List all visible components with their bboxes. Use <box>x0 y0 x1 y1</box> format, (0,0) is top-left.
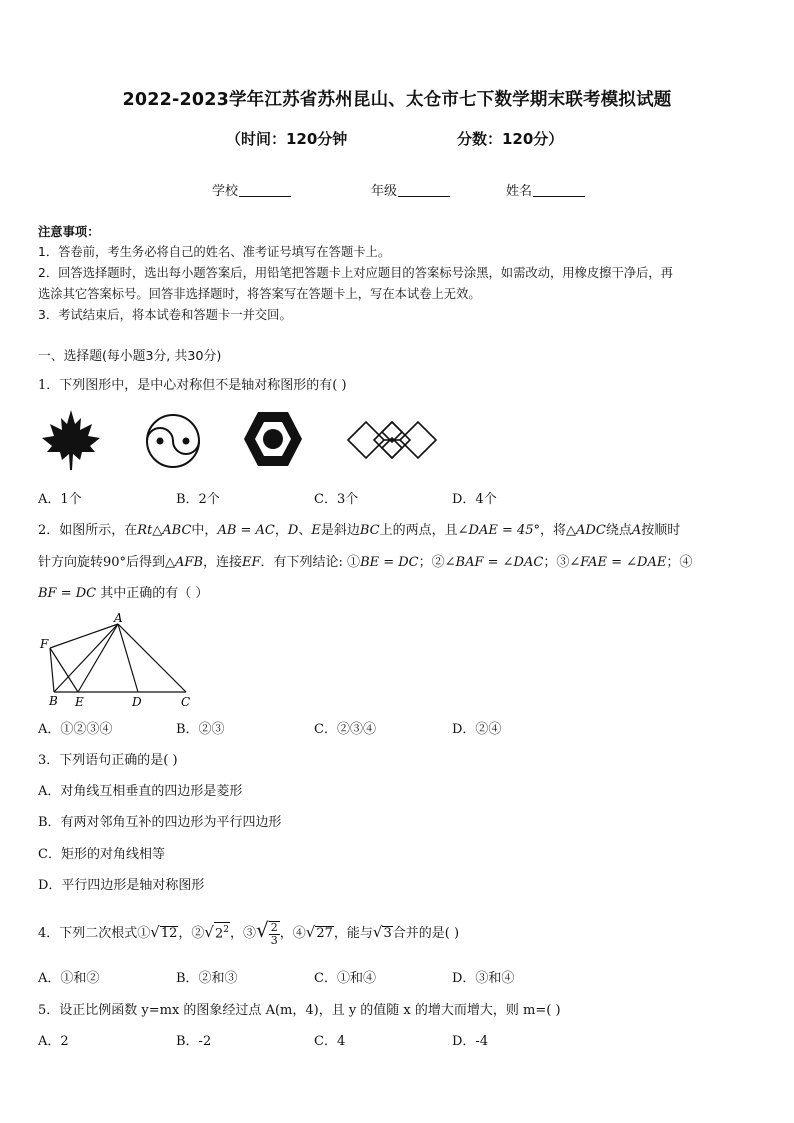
name-blank <box>533 184 585 197</box>
grade-label: 年级 <box>371 184 398 199</box>
q4-option-b: B．②和③ <box>176 971 238 986</box>
section-heading: 一、选择题(每小题3分, 共30分) <box>38 349 222 364</box>
q2-math: AB = AC <box>217 523 275 538</box>
q2-math: BE = DC <box>360 555 419 570</box>
q3-option-d: D．平行四边形是轴对称图形 <box>38 878 205 893</box>
q4-radicand: 3 <box>383 926 392 941</box>
q4-exponent: 2 <box>223 924 229 935</box>
q2-text: 中， <box>191 523 218 538</box>
q4-text: 合并的是( ) <box>392 926 460 941</box>
q2-math: ∠DAE = 45° <box>457 523 541 538</box>
q3-option-c: C．矩形的对角线相等 <box>38 847 165 862</box>
q4-fraction <box>269 921 280 947</box>
notice-item-3: 3．考试结束后，将本试卷和答题卡一并交回。 <box>38 308 292 322</box>
sqrt-symbol: √ <box>256 918 269 942</box>
q2-text: ；④ <box>666 555 693 570</box>
q2-text: 2．如图所示，在 <box>38 523 138 538</box>
sqrt-symbol: √ <box>204 923 214 941</box>
q2-label-f: F <box>40 637 49 651</box>
q4-option-c: C．①和④ <box>314 971 376 986</box>
q1-option-c: C．3个 <box>314 492 359 507</box>
q2-math: EF <box>242 555 261 570</box>
q4-text: ，③ <box>229 926 256 941</box>
q3-option-b: B．有两对邻角互补的四边形为平行四边形 <box>38 815 282 830</box>
q4-text: ，④ <box>279 926 306 941</box>
exam-time: （时间：120分钟 <box>226 130 348 148</box>
q2-text: 其中正确的有（ ） <box>96 586 209 601</box>
q2-text: ；③ <box>543 555 570 570</box>
q2-text: 、 <box>298 523 312 538</box>
maple-leaf-icon <box>40 408 102 472</box>
q2-math: BF = DC <box>38 586 97 601</box>
q2-math: ∠BAF = ∠DAC <box>444 555 544 570</box>
q2-option-d: D．②④ <box>452 722 502 737</box>
q3-option-a: A．对角线互相垂直的四边形是菱形 <box>38 784 243 799</box>
exam-score: 分数：120分） <box>457 130 564 148</box>
q2-line-2 <box>38 551 692 570</box>
q2-math: D <box>287 523 299 538</box>
knot-pattern-icon <box>344 414 440 466</box>
q2-text: 上的两点，且 <box>379 523 458 538</box>
sqrt-symbol: √ <box>150 923 160 941</box>
school-label: 学校 <box>212 184 239 199</box>
q4-option-d: D．③和④ <box>452 971 515 986</box>
q2-line-3 <box>38 582 208 601</box>
q2-text: 是斜边 <box>320 523 360 538</box>
q4-base: 2 <box>214 926 224 941</box>
q2-option-b: B．②③ <box>176 722 225 737</box>
school-field <box>212 180 291 199</box>
q2-text: ；② <box>418 555 445 570</box>
grade-blank <box>398 184 450 197</box>
q1-option-b: B．2个 <box>176 492 220 507</box>
q2-option-a: A．①②③④ <box>38 722 113 737</box>
q2-text: 按顺时 <box>641 523 681 538</box>
q2-label-e: E <box>75 695 84 709</box>
q2-math: BC <box>359 523 380 538</box>
q5-option-a: A．2 <box>38 1034 69 1049</box>
q5-option-c: C．4 <box>314 1034 346 1049</box>
q4-radicand: 27 <box>316 926 333 941</box>
q2-label-b: B <box>49 694 58 708</box>
q4-text: ，能与 <box>333 926 373 941</box>
q4-denominator: 3 <box>270 933 278 947</box>
q2-label-d: D <box>132 695 142 709</box>
q2-math: Rt△ABC <box>137 523 192 538</box>
q2-math: ∠FAE = ∠DAE <box>569 555 667 570</box>
q2-triangle-figure <box>36 610 206 710</box>
notice-heading: 注意事项： <box>38 225 100 239</box>
q1-option-d: D．4个 <box>452 492 497 507</box>
q5-option-d: D．-4 <box>452 1034 489 1049</box>
q2-text: ，连接 <box>203 555 243 570</box>
q5-stem: 5．设正比例函数 y=mx 的图象经过点 A(m，4)，且 y 的值随 x 的增大而增大，则 m=( ) <box>38 1003 561 1018</box>
q4-text: 4．下列二次根式① <box>38 926 151 941</box>
sqrt-symbol: √ <box>372 923 383 941</box>
q4-text: ，② <box>178 926 205 941</box>
grade-field <box>371 180 450 199</box>
q3-stem: 3．下列语句正确的是( ) <box>38 753 178 768</box>
q4-radicand <box>214 922 230 941</box>
q2-text: 绕点 <box>605 523 632 538</box>
q2-math: E <box>311 523 321 538</box>
q2-option-c: C．②③④ <box>314 722 376 737</box>
q5-option-b: B．-2 <box>176 1034 212 1049</box>
q2-text: ，将 <box>540 523 567 538</box>
sqrt-symbol: √ <box>305 923 316 941</box>
q2-label-c: C <box>181 695 191 709</box>
q4-stem <box>38 912 459 952</box>
hexagon-nut-icon <box>242 410 304 468</box>
q4-radicand: 12 <box>160 926 178 941</box>
name-field <box>506 180 585 199</box>
notice-item-1: 1．答卷前，考生务必将自己的姓名、准考证号填写在答题卡上。 <box>38 245 391 259</box>
q2-label-a: A <box>114 611 123 625</box>
q2-text: ， <box>274 523 288 538</box>
q2-text: 针方向旋转90°后得到 <box>38 555 166 570</box>
notice-item-2: 2．回答选择题时，选出每小题答案后，用铅笔把答题卡上对应题目的答案标号涂黑，如需改动，用橡皮擦干净后，再 <box>38 266 673 280</box>
notice-item-2-cont: 选涂其它答案标号。回答非选择题时，将答案写在答题卡上，写在本试卷上无效。 <box>38 287 481 301</box>
yin-yang-icon <box>144 412 202 470</box>
school-blank <box>239 184 291 197</box>
q4-option-a: A．①和② <box>38 971 100 986</box>
q4-numerator: 2 <box>270 920 278 934</box>
q2-math: △AFB <box>165 555 204 570</box>
q1-option-a: A．1个 <box>38 492 82 507</box>
q2-math: △ADC <box>566 523 606 538</box>
q2-line-1 <box>38 519 680 538</box>
q2-math: A <box>631 523 642 538</box>
q1-stem: 1．下列图形中，是中心对称但不是轴对称图形的有( ) <box>38 378 347 393</box>
q2-text: ．有下列结论: ① <box>260 555 361 570</box>
name-label: 姓名 <box>506 184 533 199</box>
page-title: 2022-2023学年江苏省苏州昆山、太仓市七下数学期末联考模拟试题 <box>122 90 672 110</box>
